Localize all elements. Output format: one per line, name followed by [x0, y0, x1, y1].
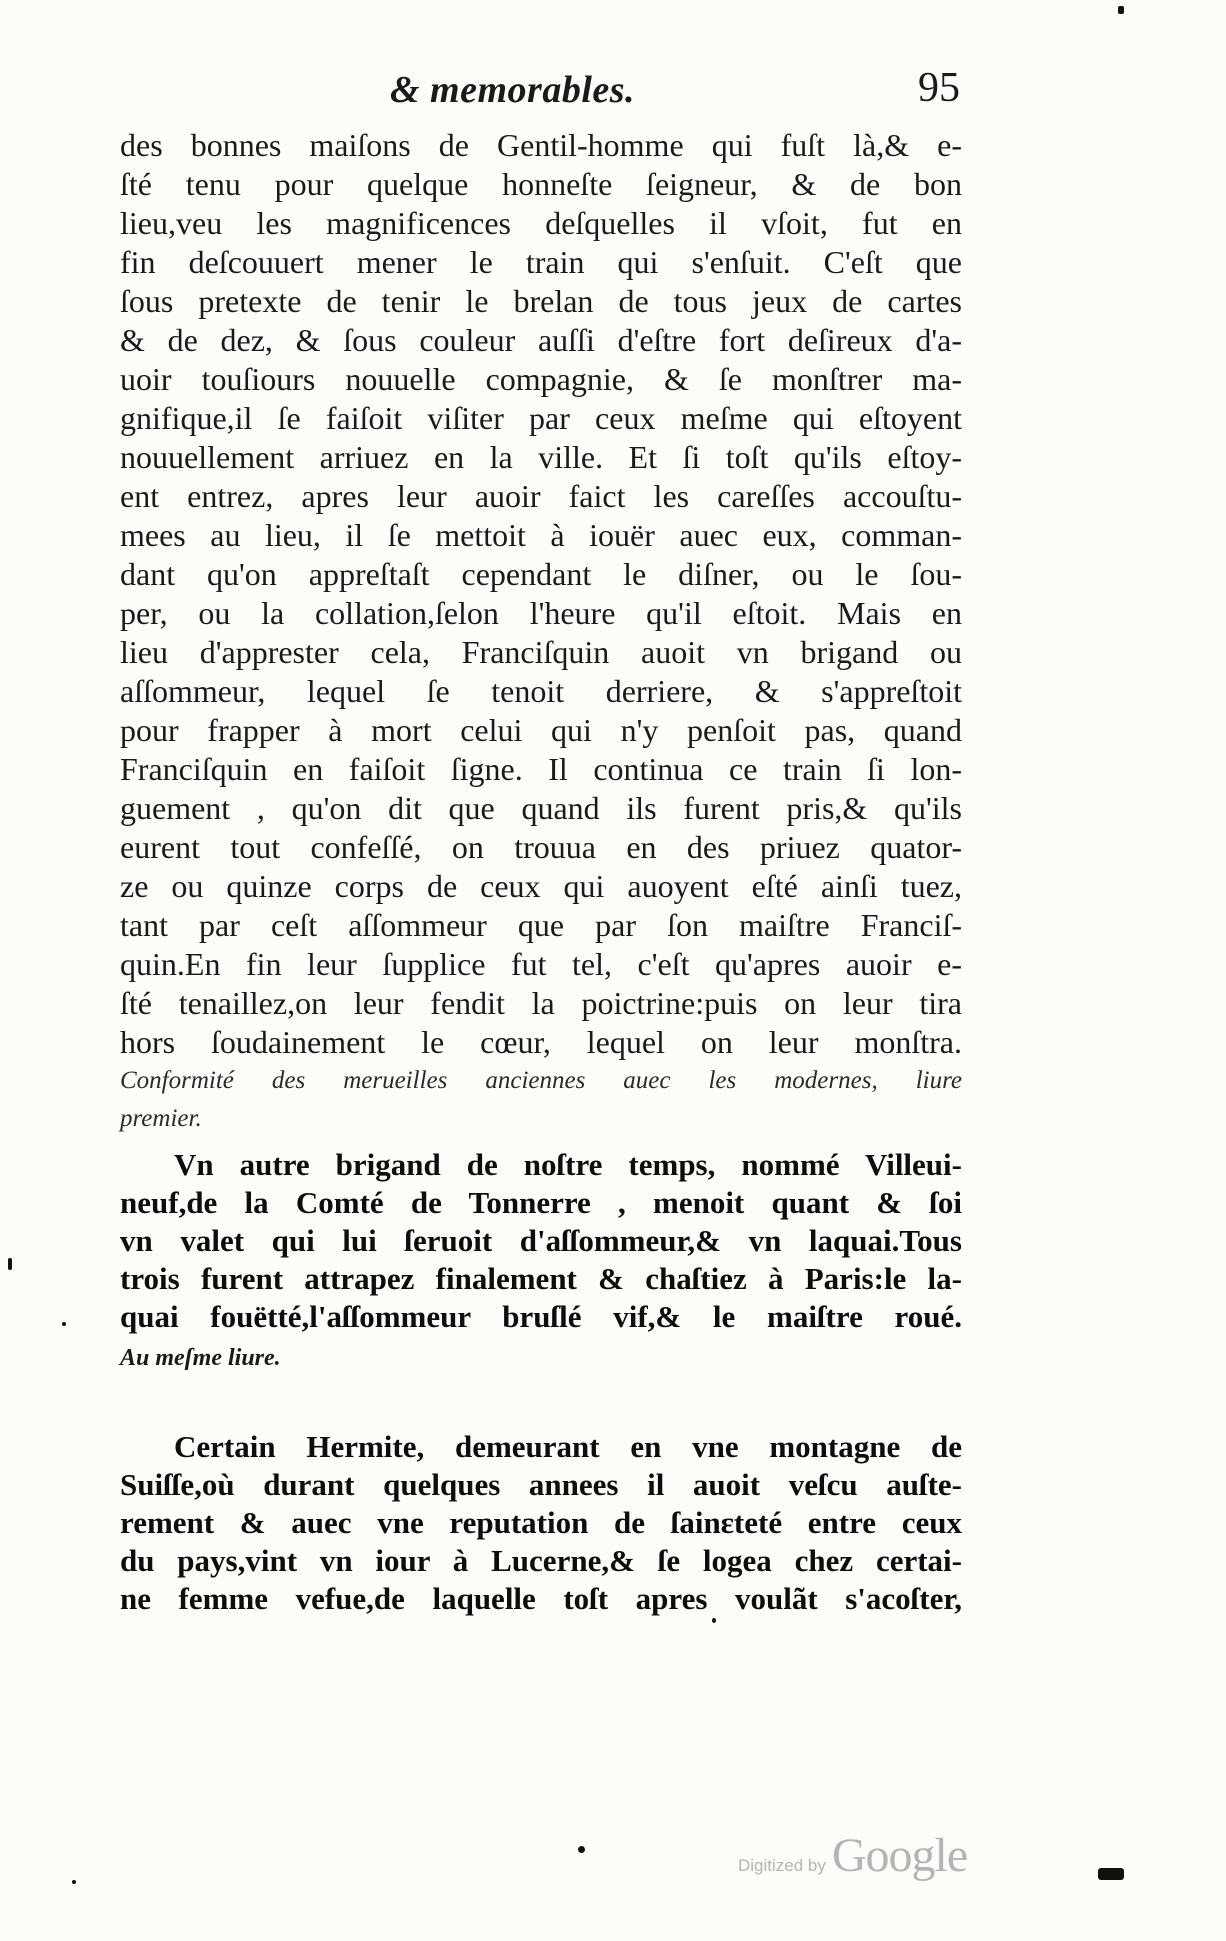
text-line: fin deſcouuert mener le train qui s'enſuit. C'eſt que — [120, 244, 962, 280]
running-head: & memorables. — [390, 69, 636, 111]
text-line: Certain Hermite, demeurant en vne montagne de — [174, 1429, 962, 1464]
scan-speck — [1118, 6, 1124, 14]
text-line: quai fouëtté,l'aſſommeur bruſlé vif,& le maiſtre roué. — [120, 1299, 962, 1334]
scan-speck — [72, 1880, 76, 1884]
text-line: ne femme vefue,de laquelle toſt apres voulãt s'acoſter, — [120, 1581, 962, 1616]
text-line: lieu d'apprester cela, Franciſquin auoit vn brigand ou — [120, 634, 962, 670]
text-line: vn valet qui lui ſeruoit d'aſſommeur,& vn laquai.Tous — [120, 1223, 962, 1258]
page-header — [120, 65, 970, 124]
text-line: des bonnes maiſons de Gentil-homme qui fuſt là,& e- — [120, 127, 962, 163]
text-line: ent entrez, apres leur auoir faict les careſſes accouſtu- — [120, 478, 962, 514]
text-line: Franciſquin en faiſoit ſigne. Il continua ce train ſi lon- — [120, 751, 962, 787]
text-line: lieu,veu les magnificences deſquelles il vſoit, fut en — [120, 205, 962, 241]
paragraph-3 — [120, 1428, 962, 1618]
text-line: pour frapper à mort celui qui n'y penſoit pas, quand — [120, 712, 962, 748]
text-line: ſous pretexte de tenir le brelan de tous jeux de cartes — [120, 283, 962, 319]
text-line: du pays,vint vn iour à Lucerne,& ſe logea chez certai- — [120, 1543, 962, 1578]
text-line: dant qu'on appreſtaſt cependant le diſner, ou le ſou- — [120, 556, 962, 592]
citation-1 — [120, 1062, 962, 1138]
text-line: ſté tenaillez,on leur fendit la poictrine:puis on leur tira — [120, 985, 962, 1021]
watermark-brand: Google — [831, 1829, 968, 1882]
text-line: nouuellement arriuez en la ville. Et ſi toſt qu'ils eſtoy- — [120, 439, 962, 475]
citation-2: Au meſme liure. — [120, 1345, 281, 1371]
text-line: aſſommeur, lequel ſe tenoit derriere, & s'appreſtoit — [120, 673, 962, 709]
page-number: 95 — [918, 65, 960, 111]
text-line: Suiſſe,où durant quelques annees il auoit veſcu auſte- — [120, 1467, 962, 1502]
text-line: uoir touſiours nouuelle compagnie, & ſe monſtrer ma- — [120, 361, 962, 397]
text-line: hors ſoudainement le cœur, lequel on leur monſtra. — [120, 1024, 962, 1060]
text-line: per, ou la collation,ſelon l'heure qu'il eſtoit. Mais en — [120, 595, 962, 631]
scan-speck — [62, 1322, 66, 1326]
paragraph-gap — [120, 1380, 962, 1420]
paragraph-1 — [120, 126, 962, 1062]
text-line: gnifique,il ſe faiſoit viſiter par ceux meſme qui eſtoyent — [120, 400, 962, 436]
text-line: rement & auec vne reputation de ſainɛteté entre ceux — [120, 1505, 962, 1540]
scan-speck — [8, 1258, 12, 1270]
text-line: & de dez, & ſous couleur auſſi d'eſtre fort deſireux d'a- — [120, 322, 962, 358]
text-line: trois furent attrapez finalement & chaſtiez à Paris:le la- — [120, 1261, 962, 1296]
text-line: mees au lieu, il ſe mettoit à iouër auec eux, comman- — [120, 517, 962, 553]
digitization-watermark — [738, 1828, 967, 1883]
citation-line: Conformité des merueilles anciennes auec les modernes, liure — [120, 1067, 962, 1094]
watermark-prefix: Digitized by — [738, 1856, 826, 1875]
text-line: tant par ceſt aſſommeur que par ſon maiſtre Franciſ- — [120, 907, 962, 943]
scan-speck — [578, 1846, 585, 1853]
citation-line: premier. — [120, 1105, 202, 1132]
text-line: eurent tout confeſſé, on trouua en des priuez quator- — [120, 829, 962, 865]
text-line: quin.En fin leur ſupplice fut tel, c'eſt qu'apres auoir e- — [120, 946, 962, 982]
scan-speck — [712, 1618, 716, 1623]
text-line: guement , qu'on dit que quand ils furent pris,& qu'ils — [120, 790, 962, 826]
text-line: ſté tenu pour quelque honneſte ſeigneur, & de bon — [120, 166, 962, 202]
text-line: Vn autre brigand de noſtre temps, nommé Villeui- — [174, 1147, 962, 1182]
text-line: neuf,de la Comté de Tonnerre , menoit quant & ſoi — [120, 1185, 962, 1220]
paragraph-2 — [120, 1146, 962, 1336]
main-text — [120, 126, 962, 1618]
scan-speck — [1098, 1868, 1124, 1880]
text-line: ze ou quinze corps de ceux qui auoyent eſté ainſi tuez, — [120, 868, 962, 904]
